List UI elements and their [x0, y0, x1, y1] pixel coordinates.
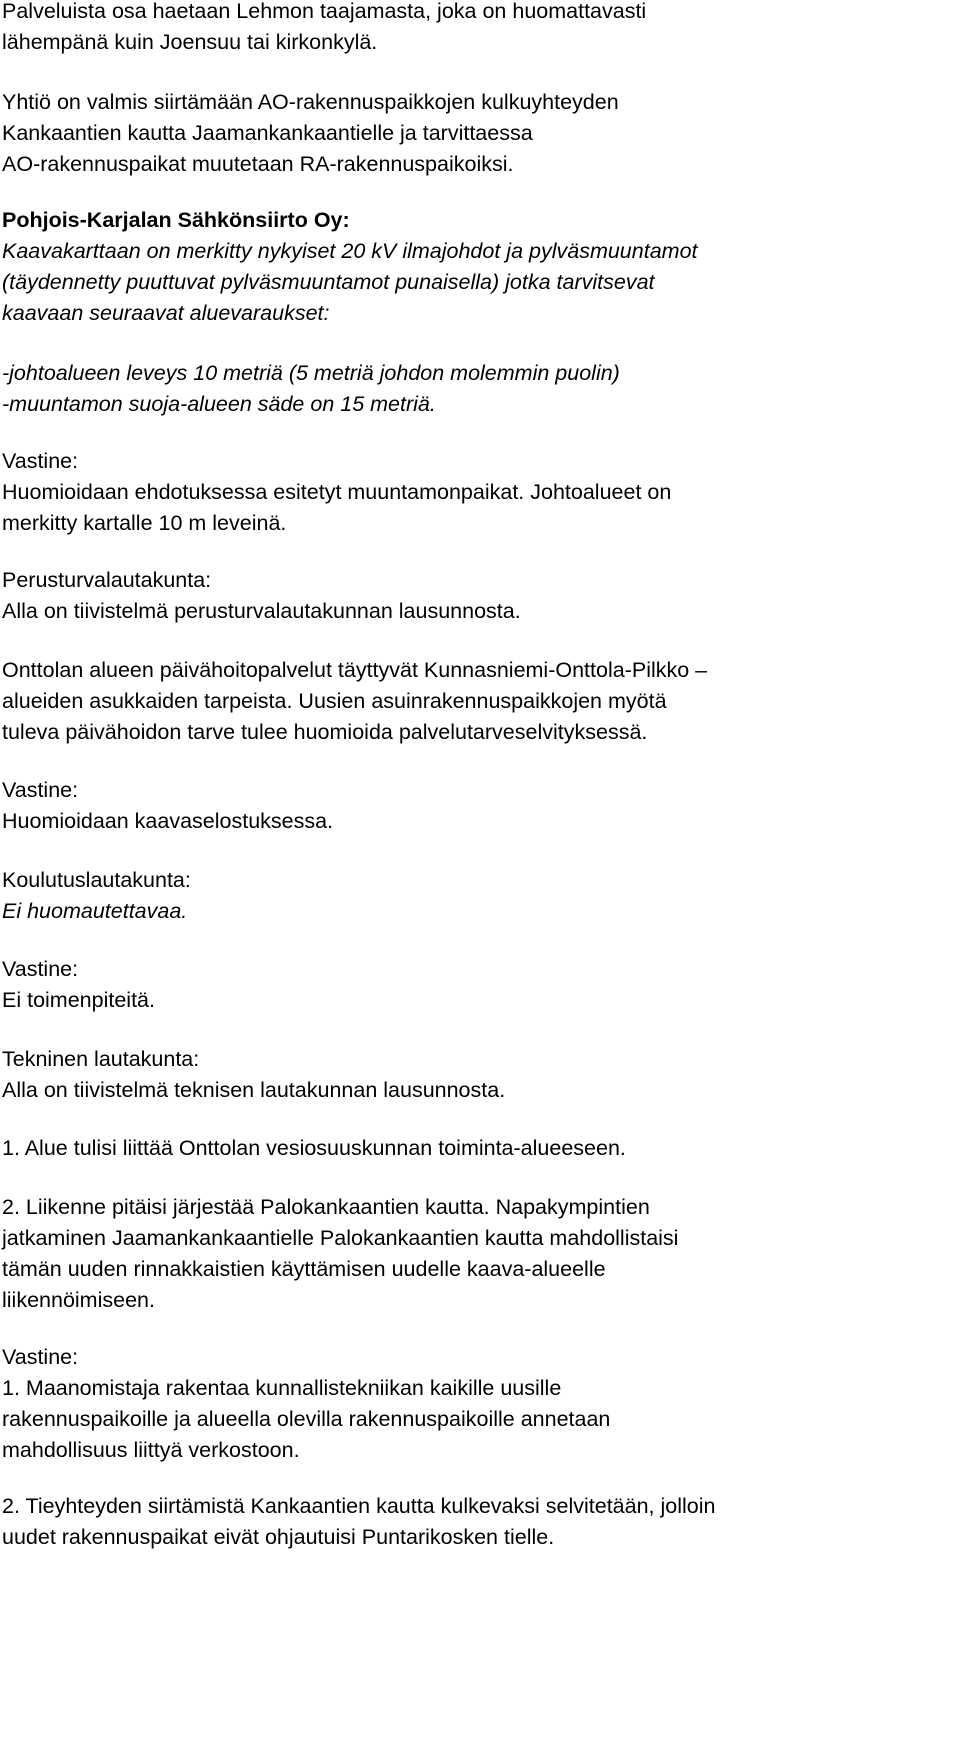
vastine-tekninen-1: [2, 1373, 954, 1466]
vastine-koulutus: Ei toimenpiteitä.: [2, 988, 155, 1012]
heading-perusturva: Perusturvalautakunta:: [2, 568, 212, 592]
text-line: Kaavakarttaan on merkitty nykyiset 20 kV ilmajohdot ja pylväsmuuntamot: [2, 239, 698, 263]
text-line: uudet rakennuspaikat eivät ohjautuisi Puntarikosken tielle.: [2, 1525, 555, 1549]
tekninen-item-1: 1. Alue tulisi liittää Onttolan vesiosuuskunnan toiminta-alueeseen.: [2, 1136, 626, 1160]
text-line: Onttolan alueen päivähoitopalvelut täyttyvät Kunnasniemi-Onttola-Pilkko –: [2, 658, 708, 682]
heading-pks: Pohjois-Karjalan Sähkönsiirto Oy:: [2, 208, 350, 232]
text-line: jatkaminen Jaamankankaantielle Palokankaantien kautta mahdollistaisi: [2, 1226, 679, 1250]
text-line: rakennuspaikoille ja alueella olevilla rakennuspaikoille annetaan: [2, 1407, 611, 1431]
text-line: tämän uuden rinnakkaistien käyttämisen uudelle kaava-alueelle: [2, 1257, 606, 1281]
paragraph-yhtio: [2, 87, 954, 180]
paragraph-lehmo: [2, 0, 954, 58]
text-line: merkitty kartalle 10 m leveinä.: [2, 511, 287, 535]
vastine-tekninen-2: [2, 1491, 954, 1553]
text-line: 2. Liikenne pitäisi järjestää Palokankaantien kautta. Napakympintien: [2, 1195, 650, 1219]
paragraph-tekninen: Alla on tiivistelmä teknisen lautakunnan lausunnosta.: [2, 1078, 506, 1102]
text-line: Kankaantien kautta Jaamankankaantielle ja tarvittaessa: [2, 121, 533, 145]
vastine-label: Vastine:: [2, 449, 79, 473]
text-line: Palveluista osa haetaan Lehmon taajamasta, joka on huomattavasti: [2, 0, 647, 23]
text-line: liikennöimiseen.: [2, 1288, 155, 1312]
text-line: tuleva päivähoidon tarve tulee huomioida palvelutarveselvityksessä.: [2, 720, 648, 744]
list-item: -muuntamon suoja-alueen säde on 15 metriä.: [2, 392, 436, 416]
tekninen-item-2: [2, 1192, 954, 1316]
vastine-pks: [2, 477, 954, 539]
paragraph-pks: [2, 236, 954, 329]
heading-koulutus: Koulutuslautakunta:: [2, 868, 191, 892]
text-line: Yhtiö on valmis siirtämään AO-rakennuspaikkojen kulkuyhteyden: [2, 90, 619, 114]
text-line: mahdollisuus liittyä verkostoon.: [2, 1438, 300, 1462]
vastine-label: Vastine:: [2, 1345, 79, 1369]
vastine-label: Vastine:: [2, 778, 79, 802]
vastine-label: Vastine:: [2, 957, 79, 981]
paragraph-perusturva: Alla on tiivistelmä perusturvalautakunnan lausunnosta.: [2, 599, 521, 623]
paragraph-koulutus: Ei huomautettavaa.: [2, 899, 188, 923]
heading-tekninen: Tekninen lautakunta:: [2, 1047, 200, 1071]
text-line: alueiden asukkaiden tarpeista. Uusien asuinrakennuspaikkojen myötä: [2, 689, 667, 713]
list-item: -johtoalueen leveys 10 metriä (5 metriä johdon molemmin puolin): [2, 361, 620, 385]
list-pks: [2, 358, 954, 420]
text-line: 1. Maanomistaja rakentaa kunnallistekniikan kaikille uusille: [2, 1376, 562, 1400]
vastine-perusturva: Huomioidaan kaavaselostuksessa.: [2, 809, 334, 833]
paragraph-paivahoito: [2, 655, 954, 748]
text-line: (täydennetty puuttuvat pylväsmuuntamot punaisella) jotka tarvitsevat: [2, 270, 655, 294]
text-line: kaavaan seuraavat aluevaraukset:: [2, 301, 330, 325]
text-line: Huomioidaan ehdotuksessa esitetyt muuntamonpaikat. Johtoalueet on: [2, 480, 672, 504]
text-line: AO-rakennuspaikat muutetaan RA-rakennuspaikoiksi.: [2, 152, 514, 176]
text-line: 2. Tieyhteyden siirtämistä Kankaantien kautta kulkevaksi selvitetään, jolloin: [2, 1494, 716, 1518]
text-line: lähempänä kuin Joensuu tai kirkonkylä.: [2, 30, 378, 54]
